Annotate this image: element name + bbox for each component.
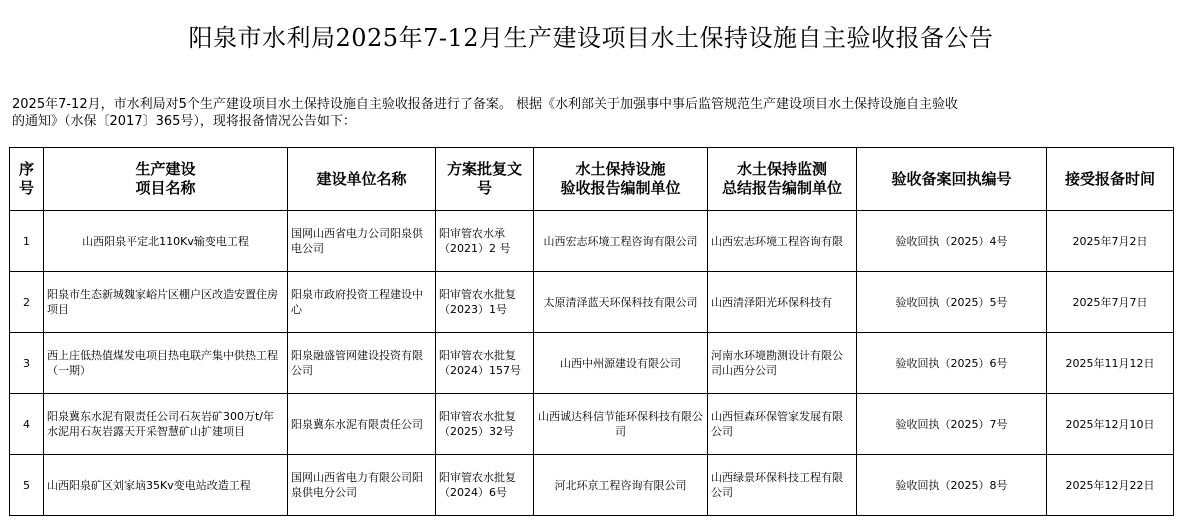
cell-seq: 2 bbox=[10, 272, 44, 333]
cell-report-unit: 山西诚达科信节能环保科技有限公司 bbox=[534, 394, 708, 455]
table-row bbox=[10, 272, 1174, 333]
cell-approval: 阳审管农水批复（2025）32号 bbox=[436, 394, 534, 455]
cell-date: 2025年7月7日 bbox=[1047, 272, 1174, 333]
cell-receipt: 验收回执（2025）4号 bbox=[857, 211, 1047, 272]
table-row bbox=[10, 455, 1174, 516]
intro-line-2: 的通知》（水保〔2017〕365号），现将报备情况公告如下： bbox=[12, 114, 356, 129]
cell-builder: 阳泉融盛管网建设投资有限公司 bbox=[288, 333, 436, 394]
filing-table bbox=[9, 147, 1174, 516]
table-row bbox=[10, 333, 1174, 394]
intro-paragraph bbox=[12, 96, 1174, 130]
cell-approval: 阳审管农水承（2021）2 号 bbox=[436, 211, 534, 272]
cell-project: 阳泉冀东水泥有限责任公司石灰岩矿300万t/年水泥用石灰岩露天开采智慧矿山扩建项目 bbox=[44, 394, 288, 455]
cell-date: 2025年12月10日 bbox=[1047, 394, 1174, 455]
cell-monitor-unit: 山西宏志环境工程咨询有限 bbox=[708, 211, 857, 272]
cell-date: 2025年7月2日 bbox=[1047, 211, 1174, 272]
cell-report-unit: 河北环京工程咨询有限公司 bbox=[534, 455, 708, 516]
cell-monitor-unit: 山西恒森环保管家发展有限公司 bbox=[708, 394, 857, 455]
cell-builder: 阳泉冀东水泥有限责任公司 bbox=[288, 394, 436, 455]
cell-seq: 5 bbox=[10, 455, 44, 516]
cell-approval: 阳审管农水批复（2024）157号 bbox=[436, 333, 534, 394]
cell-seq: 3 bbox=[10, 333, 44, 394]
table-header-row bbox=[10, 148, 1174, 211]
header-builder: 建设单位名称 bbox=[288, 148, 436, 211]
header-approval-number: 方案批复文 号 bbox=[436, 148, 534, 211]
header-filing-date: 接受报备时间 bbox=[1047, 148, 1174, 211]
page-title: 阳泉市水利局2025年7-12月生产建设项目水土保持设施自主验收报备公告 bbox=[188, 24, 994, 52]
header-project-name: 生产建设 项目名称 bbox=[44, 148, 288, 211]
cell-builder: 国网山西省电力公司阳泉供电公司 bbox=[288, 211, 436, 272]
cell-receipt: 验收回执（2025）5号 bbox=[857, 272, 1047, 333]
cell-project: 西上庄低热值煤发电项目热电联产集中供热工程（一期） bbox=[44, 333, 288, 394]
intro-line-1: 2025年7-12月，市水利局对5个生产建设项目水土保持设施自主验收报备进行了备案。 根据《水利部关于加强事中事后监管规范生产建设项目水土保持设施自主验收 bbox=[12, 97, 958, 112]
cell-receipt: 验收回执（2025）6号 bbox=[857, 333, 1047, 394]
cell-seq: 1 bbox=[10, 211, 44, 272]
cell-receipt: 验收回执（2025）7号 bbox=[857, 394, 1047, 455]
cell-receipt: 验收回执（2025）8号 bbox=[857, 455, 1047, 516]
header-report-unit: 水土保持设施 验收报告编制单位 bbox=[534, 148, 708, 211]
cell-builder: 国网山西省电力有限公司阳泉供电分公司 bbox=[288, 455, 436, 516]
cell-report-unit: 太原清泽蓝天环保科技有限公司 bbox=[534, 272, 708, 333]
header-seq: 序号 bbox=[10, 148, 44, 211]
header-monitor-unit: 水土保持监测 总结报告编制单位 bbox=[708, 148, 857, 211]
cell-monitor-unit: 山西清泽阳光环保科技有 bbox=[708, 272, 857, 333]
cell-approval: 阳审管农水批复（2024）6号 bbox=[436, 455, 534, 516]
cell-seq: 4 bbox=[10, 394, 44, 455]
cell-report-unit: 山西中州源建设有限公司 bbox=[534, 333, 708, 394]
cell-date: 2025年12月22日 bbox=[1047, 455, 1174, 516]
cell-monitor-unit: 山西绿景环保科技工程有限公司 bbox=[708, 455, 857, 516]
table-row bbox=[10, 211, 1174, 272]
cell-project: 阳泉市生态新城魏家峪片区棚户区改造安置住房项目 bbox=[44, 272, 288, 333]
cell-builder: 阳泉市政府投资工程建设中心 bbox=[288, 272, 436, 333]
cell-approval: 阳审管农水批复（2023）1号 bbox=[436, 272, 534, 333]
cell-monitor-unit: 河南水环境勘测设计有限公司山西分公司 bbox=[708, 333, 857, 394]
cell-report-unit: 山西宏志环境工程咨询有限公司 bbox=[534, 211, 708, 272]
table-row bbox=[10, 394, 1174, 455]
header-receipt-number: 验收备案回执编号 bbox=[857, 148, 1047, 211]
cell-date: 2025年11月12日 bbox=[1047, 333, 1174, 394]
cell-project: 山西阳泉平定北110Kv输变电工程 bbox=[44, 211, 288, 272]
cell-project: 山西阳泉矿区刘家垴35Kv变电站改造工程 bbox=[44, 455, 288, 516]
